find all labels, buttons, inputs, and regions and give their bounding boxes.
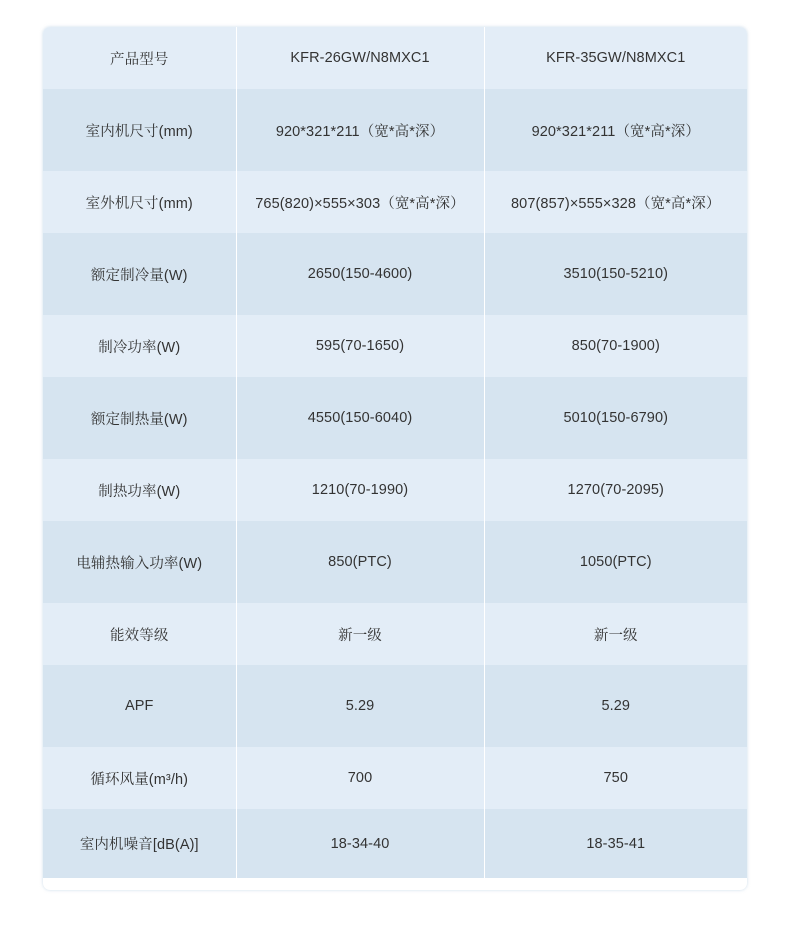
spec-table bbox=[43, 27, 747, 878]
table-row-aux-heat-power bbox=[43, 521, 747, 603]
row-label: 额定制热量(W) bbox=[43, 377, 236, 459]
value-airflow-b: 750 bbox=[484, 747, 747, 809]
value-efficiency-grade-a: 新一级 bbox=[236, 603, 484, 665]
value-model-a: KFR-26GW/N8MXC1 bbox=[236, 27, 484, 89]
value-indoor-noise-b: 18-35-41 bbox=[484, 809, 747, 878]
table-row-airflow bbox=[43, 747, 747, 809]
spec-table-card bbox=[43, 27, 747, 890]
value-heating-power-a: 1210(70-1990) bbox=[236, 459, 484, 521]
row-label: 电辅热输入功率(W) bbox=[43, 521, 236, 603]
row-label: 额定制冷量(W) bbox=[43, 233, 236, 315]
table-row-outdoor-size bbox=[43, 171, 747, 233]
table-row-indoor-noise bbox=[43, 809, 747, 878]
value-cooling-power-a: 595(70-1650) bbox=[236, 315, 484, 377]
value-airflow-a: 700 bbox=[236, 747, 484, 809]
row-label: 室内机尺寸(mm) bbox=[43, 89, 236, 171]
table-row-heating-capacity bbox=[43, 377, 747, 459]
table-row-model bbox=[43, 27, 747, 89]
table-row-cooling-power bbox=[43, 315, 747, 377]
row-label: 室内机噪音[dB(A)] bbox=[43, 809, 236, 878]
table-row-indoor-size bbox=[43, 89, 747, 171]
value-outdoor-size-a: 765(820)×555×303（宽*高*深） bbox=[236, 171, 484, 233]
table-row-cooling-capacity bbox=[43, 233, 747, 315]
table-row-efficiency-grade bbox=[43, 603, 747, 665]
value-heating-power-b: 1270(70-2095) bbox=[484, 459, 747, 521]
value-model-b: KFR-35GW/N8MXC1 bbox=[484, 27, 747, 89]
value-apf-b: 5.29 bbox=[484, 665, 747, 747]
row-label: APF bbox=[43, 665, 236, 747]
table-row-heating-power bbox=[43, 459, 747, 521]
value-indoor-size-a: 920*321*211（宽*高*深） bbox=[236, 89, 484, 171]
value-outdoor-size-b: 807(857)×555×328（宽*高*深） bbox=[484, 171, 747, 233]
value-aux-heat-power-b: 1050(PTC) bbox=[484, 521, 747, 603]
value-apf-a: 5.29 bbox=[236, 665, 484, 747]
value-cooling-capacity-b: 3510(150-5210) bbox=[484, 233, 747, 315]
value-heating-capacity-b: 5010(150-6790) bbox=[484, 377, 747, 459]
value-indoor-noise-a: 18-34-40 bbox=[236, 809, 484, 878]
value-cooling-power-b: 850(70-1900) bbox=[484, 315, 747, 377]
value-aux-heat-power-a: 850(PTC) bbox=[236, 521, 484, 603]
table-row-apf bbox=[43, 665, 747, 747]
row-label: 产品型号 bbox=[43, 27, 236, 89]
value-cooling-capacity-a: 2650(150-4600) bbox=[236, 233, 484, 315]
row-label: 制热功率(W) bbox=[43, 459, 236, 521]
value-indoor-size-b: 920*321*211（宽*高*深） bbox=[484, 89, 747, 171]
row-label: 能效等级 bbox=[43, 603, 236, 665]
value-efficiency-grade-b: 新一级 bbox=[484, 603, 747, 665]
value-heating-capacity-a: 4550(150-6040) bbox=[236, 377, 484, 459]
row-label: 循环风量(m³/h) bbox=[43, 747, 236, 809]
row-label: 制冷功率(W) bbox=[43, 315, 236, 377]
row-label: 室外机尺寸(mm) bbox=[43, 171, 236, 233]
